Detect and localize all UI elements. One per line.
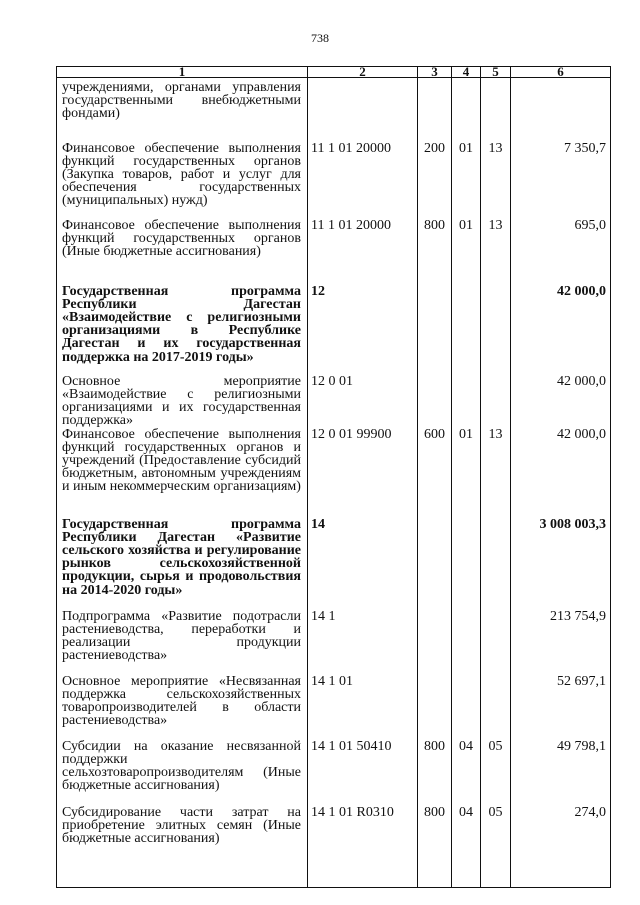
row-sum: 49 798,1 <box>511 740 611 806</box>
row-name: Субсидирование части затрат на приобретение элитных семян (Иные бюджетные ассигнования) <box>57 806 308 888</box>
row-c5 <box>481 518 511 610</box>
row-c4 <box>452 78 481 142</box>
table-row <box>57 675 611 740</box>
row-sum: 274,0 <box>511 806 611 888</box>
row-sum: 42 000,0 <box>511 285 611 375</box>
row-c3: 200 <box>418 142 452 219</box>
row-code: 14 1 <box>308 610 418 675</box>
column-header-6: 6 <box>511 67 611 78</box>
row-sum: 695,0 <box>511 219 611 285</box>
row-code: 12 0 01 <box>308 375 418 428</box>
row-c3 <box>418 285 452 375</box>
row-c3 <box>418 518 452 610</box>
row-sum: 52 697,1 <box>511 675 611 740</box>
row-code: 11 1 01 20000 <box>308 219 418 285</box>
row-name: Финансовое обеспечение выполнения функций государственных органов и учреждений (Предоставление субсидий бюджетным, автономным учреждениям и иным некоммерческим организациям) <box>57 428 308 518</box>
row-name: учреждениями, органами управления государственными внебюджетными фондами) <box>57 78 308 142</box>
column-header-3: 3 <box>418 67 452 78</box>
column-header-2: 2 <box>308 67 418 78</box>
column-header-1: 1 <box>57 67 308 78</box>
row-c5: 05 <box>481 806 511 888</box>
row-c5: 13 <box>481 428 511 518</box>
row-c5 <box>481 675 511 740</box>
row-c4: 01 <box>452 142 481 219</box>
row-sum <box>511 78 611 142</box>
row-c4: 04 <box>452 740 481 806</box>
row-name: Государственная программа Республики Дагестан «Развитие сельского хозяйства и регулирование рынков сельскохозяйственной продукции, сырья и продовольствия на 2014-2020 годы» <box>57 518 308 610</box>
row-sum: 3 008 003,3 <box>511 518 611 610</box>
row-c5 <box>481 610 511 675</box>
column-header-5: 5 <box>481 67 511 78</box>
row-c4 <box>452 610 481 675</box>
row-code <box>308 78 418 142</box>
table-row <box>57 78 611 142</box>
row-code: 14 1 01 50410 <box>308 740 418 806</box>
header-row <box>57 67 611 78</box>
row-c4: 04 <box>452 806 481 888</box>
row-c4 <box>452 518 481 610</box>
table-row <box>57 740 611 806</box>
row-c5 <box>481 285 511 375</box>
row-c4 <box>452 375 481 428</box>
table-row <box>57 806 611 888</box>
row-c3 <box>418 375 452 428</box>
row-c3: 800 <box>418 740 452 806</box>
row-name: Подпрограмма «Развитие подотрасли растениеводства, переработки и реализации продукции растениеводства» <box>57 610 308 675</box>
row-sum: 42 000,0 <box>511 428 611 518</box>
row-c5 <box>481 78 511 142</box>
row-name: Государственная программа Республики Дагестан «Взаимодействие с религиозными организациями в Республике Дагестан и их государственная поддержка на 2017-2019 годы» <box>57 285 308 375</box>
budget-table <box>56 66 611 888</box>
row-c5 <box>481 375 511 428</box>
row-code: 14 1 01 R0310 <box>308 806 418 888</box>
row-c3 <box>418 610 452 675</box>
row-c4: 01 <box>452 219 481 285</box>
row-name: Основное мероприятие «Несвязанная поддержка сельскохозяйственных товаропроизводителей в области растениеводства» <box>57 675 308 740</box>
row-c3 <box>418 675 452 740</box>
row-sum: 42 000,0 <box>511 375 611 428</box>
row-sum: 7 350,7 <box>511 142 611 219</box>
table-row <box>57 610 611 675</box>
row-code: 11 1 01 20000 <box>308 142 418 219</box>
column-header-4: 4 <box>452 67 481 78</box>
row-name: Финансовое обеспечение выполнения функций государственных органов (Закупка товаров, работ и услуг для обеспечения государственных (муниципальных) нужд) <box>57 142 308 219</box>
row-c5: 13 <box>481 219 511 285</box>
row-name: Финансовое обеспечение выполнения функций государственных органов (Иные бюджетные ассигнования) <box>57 219 308 285</box>
row-code: 14 <box>308 518 418 610</box>
row-code: 14 1 01 <box>308 675 418 740</box>
page-number: 738 <box>311 31 329 45</box>
row-c3 <box>418 78 452 142</box>
row-c3: 800 <box>418 219 452 285</box>
row-c4: 01 <box>452 428 481 518</box>
row-c5: 13 <box>481 142 511 219</box>
row-name: Основное мероприятие «Взаимодействие с религиозными организациями и их государственная поддержка» <box>57 375 308 428</box>
row-c3: 800 <box>418 806 452 888</box>
row-c4 <box>452 675 481 740</box>
table-row <box>57 375 611 428</box>
row-sum: 213 754,9 <box>511 610 611 675</box>
table-row <box>57 219 611 285</box>
row-code: 12 0 01 99900 <box>308 428 418 518</box>
table-row-program <box>57 518 611 610</box>
table-row <box>57 428 611 518</box>
row-name: Субсидии на оказание несвязанной поддержки сельхозтоваропроизводителям (Иные бюджетные ассигнования) <box>57 740 308 806</box>
table-row-program <box>57 285 611 375</box>
row-c3: 600 <box>418 428 452 518</box>
table-row <box>57 142 611 219</box>
row-c4 <box>452 285 481 375</box>
row-code: 12 <box>308 285 418 375</box>
row-c5: 05 <box>481 740 511 806</box>
